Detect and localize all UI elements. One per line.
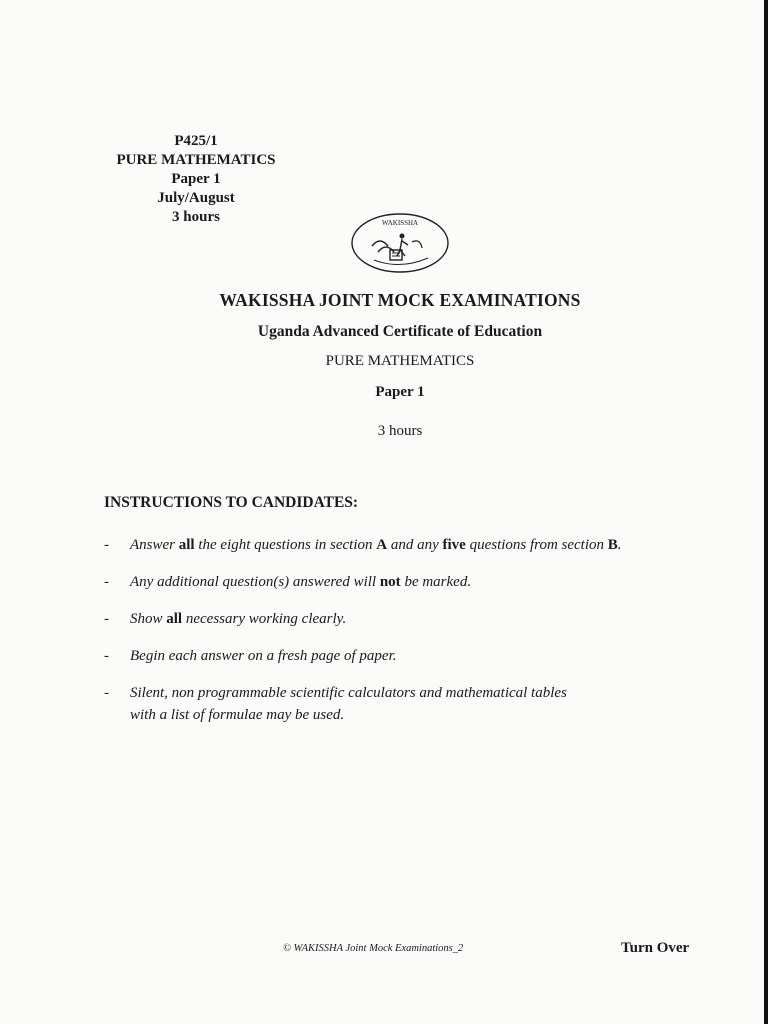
instruction-text: Any additional question(s) answered will [130,574,380,590]
instruction-emphasis: five [442,537,466,553]
bullet-dash: - [104,574,109,590]
instruction-text: and any [387,537,443,553]
bullet-dash: - [104,537,109,553]
instruction-text: questions from section [465,537,608,553]
bullet-dash: - [104,685,109,701]
instruction-text: necessary working clearly. [182,611,347,627]
certificate-title: Uganda Advanced Certificate of Education [257,323,543,340]
instructions-list [104,534,724,741]
bullet-dash: - [104,648,109,664]
instructions-heading: INSTRUCTIONS TO CANDIDATES: [104,494,359,511]
instruction-emphasis: not [379,574,401,590]
paper-code: P425/1 [174,133,218,149]
paper-session: July/August [157,190,235,206]
turn-over-label: Turn Over [621,940,690,956]
logo-text: WAKISSHA [381,219,419,227]
wakissha-logo [350,212,450,274]
duration-title: 3 hours [377,423,423,439]
instruction-emphasis: all [166,611,183,627]
instruction-text: with a list of formulae may be used. [130,707,345,723]
paper-header-block [96,132,296,227]
instruction-item [104,682,724,726]
subject-title: PURE MATHEMATICS [325,353,475,369]
instruction-text: the eight questions in section [194,537,377,553]
instruction-text: Show [130,611,167,627]
instruction-text: . [617,537,622,553]
scan-edge [764,0,768,1024]
instruction-emphasis: all [178,537,195,553]
instruction-item [104,645,724,667]
instruction-item [104,571,724,593]
footer-copyright: © WAKISSHA Joint Mock Examinations_2 [283,943,464,954]
instruction-item [104,608,724,630]
instruction-text: be marked. [400,574,472,590]
paper-number: Paper 1 [171,171,221,187]
bullet-dash: - [104,611,109,627]
instruction-text: Begin each answer on a fresh page of paper. [130,648,397,664]
instruction-emphasis: B [607,537,618,553]
instruction-text: Answer [130,537,179,553]
instruction-item [104,534,724,556]
instruction-text: Silent, non programmable scientific calculators and mathematical tables [130,685,567,701]
paper-duration: 3 hours [172,209,220,225]
paper-subject: PURE MATHEMATICS [116,152,276,168]
exam-title: WAKISSHA JOINT MOCK EXAMINATIONS [219,290,581,310]
instruction-emphasis: A [376,537,388,553]
paper-title: Paper 1 [375,384,425,400]
